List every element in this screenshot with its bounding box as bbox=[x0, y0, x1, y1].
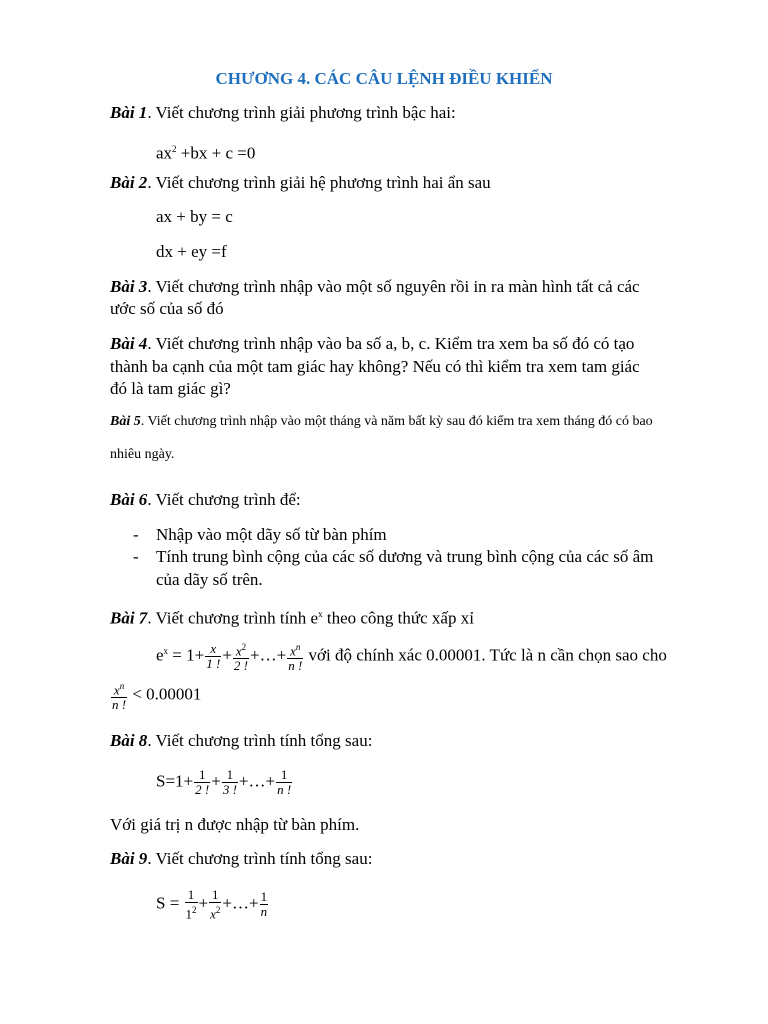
cond: < 0.00001 bbox=[128, 684, 202, 704]
bai8-note: Với giá trị n được nhập từ bàn phím. bbox=[110, 815, 360, 834]
bai7-text: . Viết chương trình tính e bbox=[147, 608, 319, 628]
sup-x: x bbox=[163, 646, 169, 656]
sq: 2 bbox=[192, 905, 197, 915]
bai6-item1: Nhập vào một dãy số từ bàn phím bbox=[156, 525, 387, 544]
fraction bbox=[111, 679, 127, 712]
bai2-label: Bài 2 bbox=[110, 173, 148, 192]
fraction bbox=[222, 768, 238, 797]
chapter-title: CHƯƠNG 4. CÁC CÂU LỆNH ĐIỀU KHIỂN bbox=[215, 69, 553, 88]
bai3-line2: ước số của số đó bbox=[110, 299, 224, 318]
x: x bbox=[235, 643, 242, 659]
frac-den: n bbox=[260, 904, 268, 920]
dots: +…+ bbox=[238, 771, 276, 791]
bai6-label: Bài 6 bbox=[110, 490, 148, 509]
bai1-text: . Viết chương trình giải phương trình bậc hai: bbox=[147, 103, 456, 122]
bai4-line3: đó là tam giác gì? bbox=[110, 379, 231, 398]
fraction bbox=[233, 640, 249, 673]
frac-den: 1 ! bbox=[206, 656, 221, 672]
eq-part: ax bbox=[156, 143, 173, 163]
fraction bbox=[194, 768, 210, 797]
fraction bbox=[205, 642, 221, 671]
x: x bbox=[210, 906, 216, 922]
fraction bbox=[287, 640, 303, 673]
bullet-dash: - bbox=[133, 547, 139, 566]
frac-num bbox=[287, 640, 303, 658]
bai7-condition bbox=[110, 679, 700, 712]
frac-num: x bbox=[210, 641, 217, 657]
fraction bbox=[185, 888, 198, 921]
bai5-label: Bài 5 bbox=[110, 414, 141, 429]
x: x bbox=[290, 643, 296, 659]
bai9-label: Bài 9 bbox=[110, 849, 148, 868]
bai4-line bbox=[110, 333, 700, 355]
frac-num bbox=[233, 640, 249, 658]
eq-part: +bx + c =0 bbox=[176, 143, 256, 163]
bullet-dash: - bbox=[133, 525, 139, 544]
frac-den: 2 ! bbox=[233, 658, 249, 674]
s: S=1+ bbox=[156, 771, 194, 791]
sup-x: x bbox=[318, 609, 323, 619]
eq-sup: 2 bbox=[172, 144, 177, 154]
bai4-line2: thành ba cạnh của một tam giác hay không? Nếu có thì kiểm tra xem tam giác bbox=[110, 357, 640, 376]
bai3-label: Bài 3 bbox=[110, 277, 148, 296]
sq: 2 bbox=[241, 642, 247, 653]
frac-den: 3 ! bbox=[222, 782, 237, 797]
frac-num: 1 bbox=[212, 887, 219, 902]
dots: +…+ bbox=[222, 893, 259, 913]
frac-num: 1 bbox=[226, 767, 234, 782]
frac-den: n ! bbox=[288, 658, 303, 674]
bai9-text: . Viết chương trình tính tổng sau: bbox=[147, 849, 373, 868]
frac-num: 1 bbox=[280, 767, 288, 782]
f-tail: với độ chính xác 0.00001. Tức là n cần chọn sao cho bbox=[304, 645, 667, 665]
bai7-formula bbox=[156, 640, 746, 673]
frac-num: 1 bbox=[260, 889, 268, 905]
bai2-eq1: ax + by = c bbox=[156, 207, 233, 226]
bai6-item2-cont: của dãy số trên. bbox=[156, 570, 263, 589]
bai6-line bbox=[110, 489, 700, 511]
bai4-text: . Viết chương trình nhập vào ba số a, b, c. Kiểm tra xem ba số đó có tạo bbox=[147, 334, 635, 353]
bai5-line2: nhiêu ngày. bbox=[110, 447, 175, 462]
x: x bbox=[113, 682, 120, 698]
fraction bbox=[260, 890, 269, 919]
bai1-equation bbox=[156, 138, 746, 165]
bai9-line bbox=[110, 848, 700, 870]
bai7-label: Bài 7 bbox=[110, 608, 148, 628]
s: S = bbox=[156, 893, 184, 913]
n: n bbox=[295, 642, 301, 653]
frac-den: 2 ! bbox=[195, 782, 210, 797]
frac-num bbox=[111, 679, 127, 697]
bai1-label: Bài 1 bbox=[110, 103, 148, 122]
bai7-text-b: theo công thức xấp xỉ bbox=[322, 608, 474, 628]
plus: + bbox=[198, 893, 209, 913]
frac-den: n ! bbox=[277, 782, 292, 797]
bai3-text: . Viết chương trình nhập vào một số nguyên rồi in ra màn hình tất cả các bbox=[147, 277, 640, 296]
bai7-line bbox=[110, 603, 700, 630]
fraction bbox=[209, 888, 221, 921]
plus: + bbox=[222, 645, 232, 665]
bai9-formula bbox=[156, 888, 746, 921]
f-e: e bbox=[156, 645, 164, 665]
bai4-label: Bài 4 bbox=[110, 334, 148, 353]
f-eq: = 1+ bbox=[168, 645, 205, 665]
bai6-item2: Tính trung bình cộng của các số dương và trung bình cộng của các số âm bbox=[156, 547, 654, 566]
bai5-line bbox=[110, 411, 700, 433]
bai5-text: . Viết chương trình nhập vào một tháng và năm bất kỳ sau đó kiểm tra xem tháng đó có bao bbox=[140, 414, 653, 429]
bai2-text: . Viết chương trình giải hệ phương trình hai ẩn sau bbox=[147, 173, 491, 192]
bai6-text: . Viết chương trình để: bbox=[147, 490, 301, 509]
frac-den bbox=[185, 902, 198, 921]
bai2-eq2: dx + ey =f bbox=[156, 242, 227, 261]
bai3-line bbox=[110, 276, 700, 298]
fraction bbox=[276, 768, 292, 797]
bai2-line bbox=[110, 172, 700, 194]
plus: + bbox=[211, 771, 221, 791]
sq: 2 bbox=[215, 905, 221, 915]
frac-den bbox=[209, 902, 221, 921]
bai1-line bbox=[110, 102, 700, 124]
one: 1 bbox=[185, 906, 193, 922]
frac-den: n ! bbox=[112, 697, 127, 713]
bai8-label: Bài 8 bbox=[110, 731, 148, 750]
dots: +…+ bbox=[250, 645, 287, 665]
n: n bbox=[119, 681, 125, 691]
bai8-text: . Viết chương trình tính tổng sau: bbox=[147, 731, 373, 750]
frac-num: 1 bbox=[198, 767, 206, 782]
bai8-formula bbox=[156, 768, 746, 797]
bai8-line bbox=[110, 730, 700, 752]
frac-num: 1 bbox=[187, 887, 195, 902]
